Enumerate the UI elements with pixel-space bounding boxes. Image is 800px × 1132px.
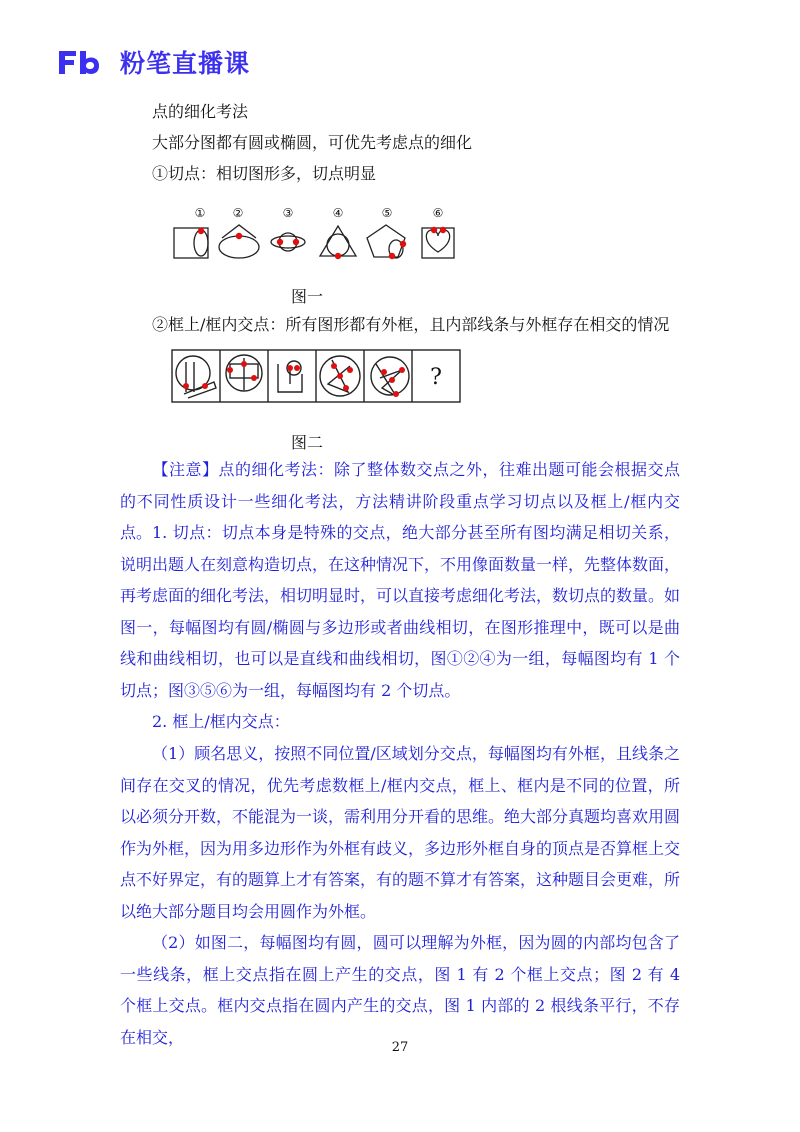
figure-one <box>160 200 460 268</box>
fig2-5-circle <box>371 357 409 395</box>
fig1-6-heart <box>426 230 449 252</box>
figure-two <box>170 348 470 406</box>
fig1-3-ellipse <box>271 236 305 248</box>
frame-point-explanation-2: （2）如图二，每幅图均有圆，圆可以理解为外框，因为圆的内部均包含了一些线条，框上交点指在圆上产生的交点，图 1 有 2 个框上交点；图 2 有 4 个框上交点。框内交点指在圆内产生的交点，图 1 内部的 2 根线条平行，不存在相交， <box>120 933 680 1047</box>
brand-name: 粉笔直播课 <box>120 49 251 78</box>
tangent-point-line: ①切点：相切图形多，切点明显 <box>152 164 377 183</box>
frame-point-heading: 2. 框上/框内交点： <box>152 712 290 731</box>
brand-logo <box>56 44 250 80</box>
intro-line: 大部分图都有圆或椭圆，可优先考虑点的细化 <box>152 133 473 152</box>
figure-one-caption: 图一 <box>291 287 324 306</box>
fig1-label-5: ⑤ <box>381 206 393 220</box>
frame-point-explanation-1: （1）顾名思义，按照不同位置/区域划分交点，每幅图均有外框，且线条之间存在交叉的情况，优先考虑数框上/框内交点，框上、框内是不同的位置，所以必须分开数，不能混为一谈，需利用分开看的思维。绝大部分真题均喜欢用圆作为外框，因为用多边形作为外框有歧义，多边形外框自身的顶点是否算框上交点不好界定，有的题算上才有答案，有的题不算才有答案，这种题目会更难，所以绝大部分题目均会用圆作为外框。 <box>120 744 681 921</box>
note-bracket: 【注意】 <box>152 460 219 479</box>
fig1-label-1: ① <box>194 206 206 220</box>
fig1-4-triangle <box>320 226 356 256</box>
fig1-label-2: ② <box>232 206 244 220</box>
fig1-tangent-dots <box>198 227 446 259</box>
fig1-2-ellipse <box>219 236 259 258</box>
section-title: 点的细化考法 <box>152 102 249 121</box>
fig2-question-mark: ? <box>430 365 442 390</box>
fb-logo-icon <box>56 47 112 77</box>
tangent-explanation: 1. 切点：切点本身是特殊的交点，绝大部分甚至所有图均满足相切关系，说明出题人在刻意构造切点，在这种情况下，不用像面数量一样，先整体数面，再考虑面的细化考法，相切明显时，可以直接考虑细化考法，数切点的数量。如图一，每幅图均有圆/椭圆与多边形或者曲线相切，在图形推理中，既可以是曲线和曲线相切，也可以是直线和曲线相切，图①②④为一组，每幅图均有 1 个切点；图③⑤⑥为一组，每幅图均有 2 个切点。 <box>120 523 681 700</box>
fig1-label-4: ④ <box>332 206 344 220</box>
fig1-label-6: ⑥ <box>432 206 444 220</box>
frame-point-line: ②框上/框内交点：所有图形都有外框，且内部线条与外框存在相交的情况 <box>152 315 670 334</box>
fig1-label-3: ③ <box>282 206 294 220</box>
note-text: 点的细化考法：除了整体数交点之外，往难出题可能会根据交点的不同性质设计一些细化考法，方法精讲阶段重点学习切点以及框上/框内交点。 <box>120 460 680 542</box>
figure-two-caption: 图二 <box>291 433 324 452</box>
fig1-4-circle <box>327 234 349 256</box>
page-number: 27 <box>391 1040 409 1055</box>
